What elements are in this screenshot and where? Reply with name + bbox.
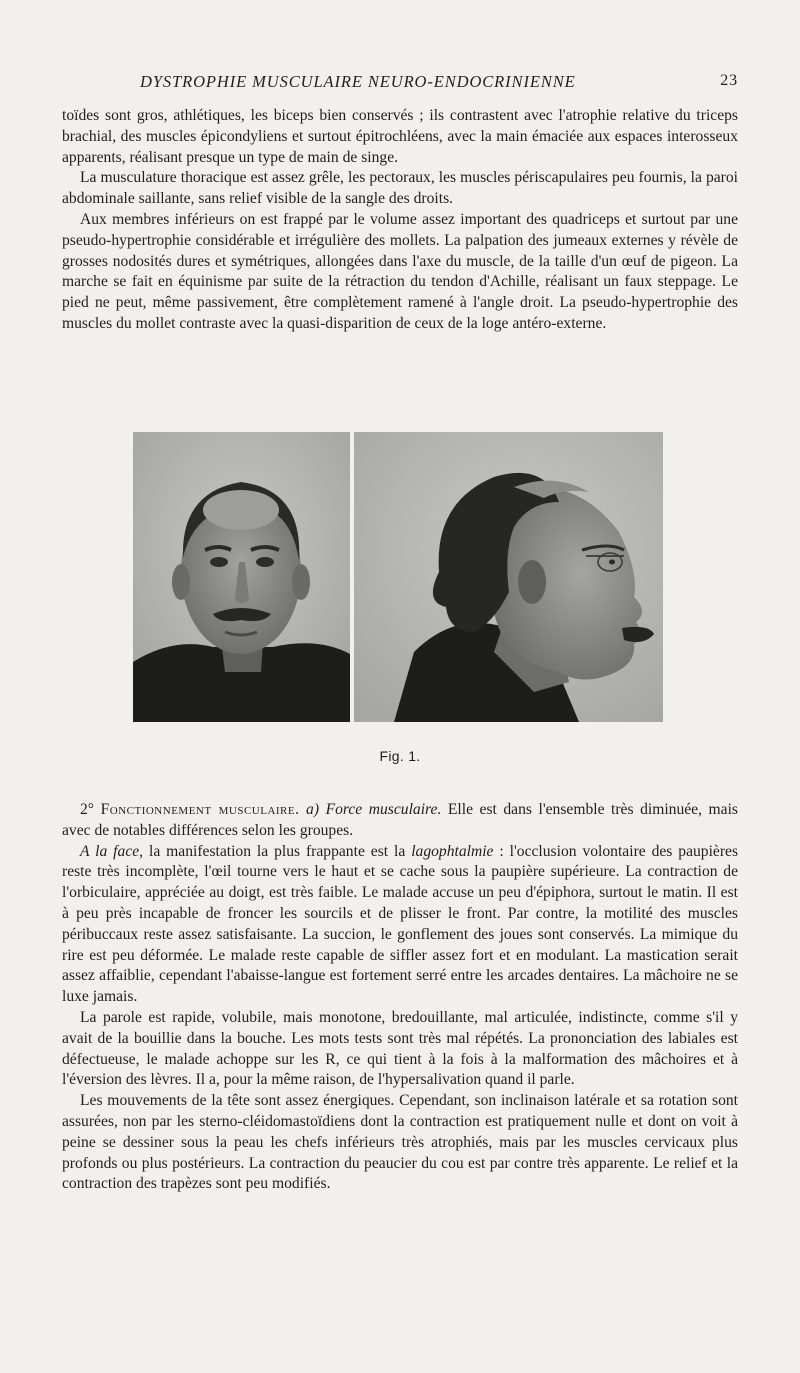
- paragraph: La parole est rapide, volubile, mais monotone, bredouillante, mal articulée, indistincte, comme s'il y avait de la bouillie dans la bouche. Les mots tests sont très mal répétés. La prononciation des labiales est défectueuse, le malade achoppe sur les R, ce qui tient à la fois à la malformation des mâchoires et à l'éversion des lèvres. Il a, pour la même raison, de l'hypersalivation quand il parle.: [62, 1008, 738, 1089]
- section-paragraph: [62, 800, 738, 842]
- paragraph: Aux membres inférieurs on est frappé par le volume assez important des quadriceps et surtout par une pseudo-hypertrophie considérable et irrégulière des mollets. La palpation des jumeaux externes y révèle de grosses nodosités dures et symétriques, allongées dans l'axe du muscle, de la taille d'un œuf de pigeon. La marche se fait en équinisme par suite de la rétraction du tendon d'Achille, réalisant un faux steppage. Le pied ne peut, même passivement, être complètement ramené à l'angle droit. La pseudo-hypertrophie des muscles du mollet contraste avec la quasi-disparition de ceux de la loge antéro-externe.: [62, 210, 738, 332]
- paragraph: La musculature thoracique est assez grêle, les pectoraux, les muscles périscapulaires peu fournis, la paroi abdominale saillante, sans relief visible de la sangle des droits.: [62, 169, 738, 208]
- patient-profile-photo: [354, 432, 663, 722]
- body-text-top: [62, 106, 738, 335]
- section-number: 2°: [80, 801, 95, 818]
- paragraph-lead: A la face,: [80, 842, 144, 860]
- paragraph-text: la manifestation la plus frappante est la: [148, 842, 406, 860]
- patient-front-photo: [133, 432, 350, 722]
- paragraph: Les mouvements de la tête sont assez énergiques. Cependant, son inclinaison latérale et sa rotation sont assurées, non par les sterno-cléidomastoïdiens dont la contraction est pratiquement nulle et dont on voit à peine se dessiner sous la peau les chefs inférieurs très atrophiés, mais par les muscles cervicaux plus profonds ou plus postérieurs. La contraction du peaucier du cou est par contre très apparente. Le relief et la contraction des trapèzes sont peu modifiés.: [62, 1092, 738, 1193]
- paragraph-text: Elle est dans l'ensemble très diminuée, mais avec de notables différences selon les groupes.: [62, 801, 738, 839]
- figure-caption: Fig. 1.: [379, 748, 421, 764]
- running-head: [62, 72, 738, 96]
- figure-1: [133, 432, 663, 722]
- subsection-label: a): [306, 801, 320, 818]
- paragraph: toïdes sont gros, athlétiques, les biceps bien conservés ; ils contrastent avec l'atrophie relative du triceps brachial, des muscles épicondyliens et surtout épitrochléens, avec la main émaciée aux espaces interosseux apparents, réalisant presque un type de main de singe.: [62, 107, 738, 166]
- body-text-bottom: [62, 800, 738, 1195]
- section-heading: Fonctionnement musculaire.: [100, 801, 300, 818]
- term: lagophtalmie: [411, 842, 494, 860]
- paragraph: [62, 842, 738, 1008]
- subsection-heading: Force musculaire.: [325, 801, 442, 818]
- page-number: 23: [720, 72, 738, 89]
- running-title: DYSTROPHIE MUSCULAIRE NEURO-ENDOCRINIENNE: [140, 72, 576, 91]
- paragraph-text: : l'occlusion volontaire des paupières reste très incomplète, l'œil tourne vers le haut et se cache sous la paupière supérieure. La contraction de l'orbiculaire, appréciée au doigt, est très faible. Le malade accuse un peu d'épiphora, surtout le matin. Il est à peu près incapable de froncer les sourcils et de plisser le front. Par contre, la motilité des muscles péribuccaux reste assez satisfaisante. La succion, le gonflement des joues sont conservés. La mimique du rire est peu déformée. Le malade reste capable de siffler assez fort et en modulant. La mastication serait assez affaiblie, cependant l'abaisse-langue est fortement serré entre les arcades dentaires. La mâchoire ne se luxe jamais.: [62, 842, 739, 1006]
